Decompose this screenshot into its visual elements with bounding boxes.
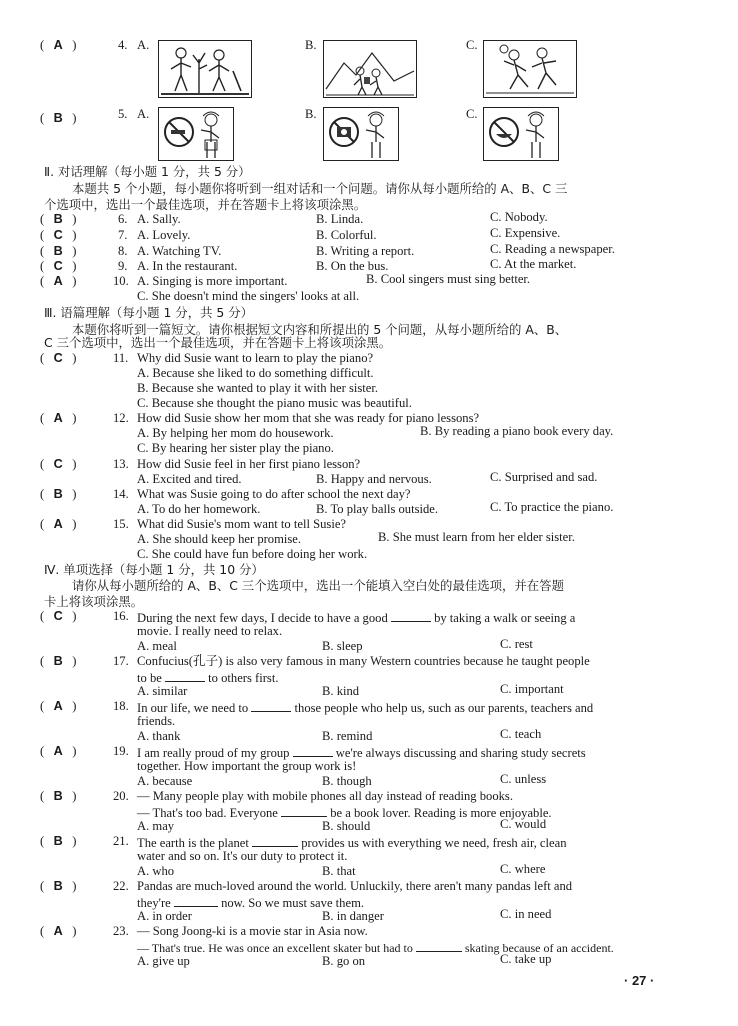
question-number-q10: 10. — [113, 274, 129, 288]
answer-q12: A — [53, 411, 63, 425]
q20-option-a: A. may — [137, 819, 175, 833]
question-number-q7: 7. — [118, 228, 128, 242]
q10-option-b: B. Cool singers must sing better. — [366, 272, 531, 286]
q13-question: How did Susie feel in her first piano lesson? — [137, 457, 361, 471]
answer-bracket-q14: ( B ) — [40, 487, 77, 501]
question-number-q17: 17. — [113, 654, 129, 668]
answer-bracket-q7: ( C ) — [40, 228, 77, 242]
q23-option-b: B. go on — [322, 954, 366, 968]
q8-option-a: A. Watching TV. — [137, 244, 222, 258]
answer-q22: B — [53, 879, 63, 893]
q20-option-b: B. should — [322, 819, 371, 833]
q7-option-b: B. Colorful. — [316, 228, 377, 242]
q18-option-a: A. thank — [137, 729, 181, 743]
question-number-q9: 9. — [118, 259, 128, 273]
q23-option-a: A. give up — [137, 954, 190, 968]
q14-option-c: C. To practice the piano. — [490, 500, 614, 514]
section-3-instruction-line1: 本题你将听到一篇短文。请你根据短文内容和所提出的 5 个问题，从每小题所给的 A、B、 — [72, 322, 568, 337]
q18-stem-part2: those people who help us, such as our parents, teachers and — [294, 701, 594, 715]
answer-bracket-q17: ( B ) — [40, 654, 77, 668]
q15-option-a: A. She should keep her promise. — [137, 532, 302, 546]
section-4-instruction-line2: 卡上将该项涂黑。 — [44, 594, 144, 609]
answer-bracket-q16: ( C ) — [40, 609, 77, 623]
q23-stem-line1: — Song Joong-ki is a movie star in Asia now. — [137, 924, 368, 938]
q13-option-a: A. Excited and tired. — [137, 472, 242, 486]
answer-bracket-q15: ( A ) — [40, 517, 77, 531]
answer-bracket-q4: ( A ) — [40, 38, 77, 52]
answer-q23: A — [53, 924, 63, 938]
q23-stem-part2: skating because of an accident. — [464, 941, 614, 955]
q20-option-c: C. would — [500, 817, 547, 831]
answer-bracket-q8: ( B ) — [40, 244, 77, 258]
q6-option-b: B. Linda. — [316, 212, 364, 226]
question-number-q11: 11. — [113, 351, 129, 365]
q14-question: What was Susie going to do after school the next day? — [137, 487, 411, 501]
q21-option-c: C. where — [500, 862, 546, 876]
answer-q9: C — [53, 259, 63, 273]
question-number-q14: 14. — [113, 487, 129, 501]
q17-option-c: C. important — [500, 682, 564, 696]
q5-option-c-label: C. — [466, 107, 478, 121]
q20-stem-part1: — That's too bad. Everyone — [137, 806, 278, 820]
q12-question: How did Susie show her mom that she was ready for piano lessons? — [137, 411, 480, 425]
q8-option-b: B. Writing a report. — [316, 244, 415, 258]
answer-q10: A — [53, 274, 63, 288]
question-number-q16: 16. — [113, 609, 129, 623]
q4-option-c-label: C. — [466, 38, 478, 52]
q23-option-c: C. take up — [500, 952, 552, 966]
section-2-instruction-line2: 个选项中，选出一个最佳选项，并在答题卡上将该项涂黑。 — [44, 197, 367, 212]
answer-q17: B — [53, 654, 63, 668]
question-number-q8: 8. — [118, 244, 128, 258]
q16-stem-part1: During the next few days, I decide to have a good — [137, 611, 388, 625]
q23-stem-part1: — That's true. He was once an excellent skater but had to — [137, 941, 413, 955]
q17-option-b: B. kind — [322, 684, 360, 698]
answer-bracket-q18: ( A ) — [40, 699, 77, 713]
q11-question: Why did Susie want to learn to play the piano? — [137, 351, 374, 365]
q13-option-c: C. Surprised and sad. — [490, 470, 598, 484]
q15-option-c: C. She could have fun before doing her work. — [137, 547, 368, 561]
answer-q5: B — [53, 111, 63, 125]
answer-bracket-q13: ( C ) — [40, 457, 77, 471]
answer-q11: C — [53, 351, 63, 365]
q16-option-b: B. sleep — [322, 639, 363, 653]
q20-stem-line1: — Many people play with mobile phones all day instead of reading books. — [137, 789, 513, 803]
q19-option-a: A. because — [137, 774, 193, 788]
q18-blank — [251, 699, 291, 712]
answer-q6: B — [53, 212, 63, 226]
answer-q19: A — [53, 744, 63, 758]
section-4-instruction-line1: 请你从每小题所给的 A、B、C 三个选项中，选出一个能填入空白处的最佳选项，并在答题 — [72, 578, 564, 593]
question-number-q18: 18. — [113, 699, 129, 713]
q19-option-c: C. unless — [500, 772, 547, 786]
q17-stem-part2: to others first. — [208, 671, 279, 685]
section-2-title: Ⅱ. 对话理解（每小题 1 分，共 5 分） — [44, 164, 251, 179]
q18-stem-line1 — [137, 699, 593, 716]
question-number-q15: 15. — [113, 517, 129, 531]
question-number-q13: 13. — [113, 457, 129, 471]
q21-option-b: B. that — [322, 864, 356, 878]
q12-option-a: A. By helping her mom do housework. — [137, 426, 334, 440]
q21-stem-part1: The earth is the planet — [137, 836, 249, 850]
q18-option-b: B. remind — [322, 729, 373, 743]
answer-q13: C — [53, 457, 63, 471]
q21-option-a: A. who — [137, 864, 175, 878]
answer-bracket-q10: ( A ) — [40, 274, 77, 288]
q6-option-c: C. Nobody. — [490, 210, 548, 224]
q4-option-a-label: A. — [137, 38, 150, 52]
answer-q18: A — [53, 699, 63, 713]
question-number-q22: 22. — [113, 879, 129, 893]
answer-q4: A — [53, 38, 63, 52]
q19-stem-line2: together. How important the group work is! — [137, 759, 357, 773]
question-number-q12: 12. — [113, 411, 129, 425]
q16-blank — [391, 609, 431, 622]
q17-stem-line1: Confucius(孔子) is also very famous in many Western countries because he taught people — [137, 654, 590, 668]
q4-option-b-label: B. — [305, 38, 317, 52]
answer-q21: B — [53, 834, 63, 848]
planting-trees-picture-icon — [158, 40, 252, 98]
answer-q8: B — [53, 244, 63, 258]
section-3-instruction-line2: C 三个选项中，选出一个最佳选项，并在答题卡上将该项涂黑。 — [44, 335, 392, 350]
q12-option-b: B. By reading a piano book every day. — [420, 424, 614, 438]
q19-blank — [293, 744, 333, 757]
q21-blank — [252, 834, 298, 847]
q7-option-a: A. Lovely. — [137, 228, 191, 242]
answer-q7: C — [53, 228, 63, 242]
answer-q20: B — [53, 789, 63, 803]
answer-bracket-q6: ( B ) — [40, 212, 77, 226]
answer-bracket-q9: ( C ) — [40, 259, 77, 273]
q15-question: What did Susie's mom want to tell Susie? — [137, 517, 346, 531]
q20-stem-part2: be a book lover. Reading is more enjoyable. — [330, 806, 552, 820]
q16-stem-line2: movie. I really need to relax. — [137, 624, 283, 638]
q23-blank — [416, 939, 462, 952]
q22-stem-line1: Pandas are much-loved around the world. Unluckily, there aren't many pandas left and — [137, 879, 573, 893]
q10-option-c: C. She doesn't mind the singers' looks at all. — [137, 289, 360, 303]
section-4-title: Ⅳ. 单项选择（每小题 1 分，共 10 分） — [44, 562, 264, 577]
q19-stem-part1: I am really proud of my group — [137, 746, 290, 760]
q16-stem-part2: by taking a walk or seeing a — [434, 611, 576, 625]
q21-stem-part2: provides us with everything we need, fresh air, clean — [301, 836, 567, 850]
q22-option-a: A. in order — [137, 909, 192, 923]
q8-option-c: C. Reading a newspaper. — [490, 242, 615, 256]
answer-bracket-q22: ( B ) — [40, 879, 77, 893]
q6-option-a: A. Sally. — [137, 212, 181, 226]
q22-option-b: B. in danger — [322, 909, 384, 923]
answer-q15: A — [53, 517, 63, 531]
answer-bracket-q11: ( C ) — [40, 351, 77, 365]
q20-blank — [281, 804, 327, 817]
q14-option-a: A. To do her homework. — [137, 502, 261, 516]
answer-q14: B — [53, 487, 63, 501]
q16-option-a: A. meal — [137, 639, 177, 653]
q17-stem-part1: to be — [137, 671, 162, 685]
answer-q16: C — [53, 609, 63, 623]
answer-bracket-q5: ( B ) — [40, 111, 77, 125]
question-number-q23: 23. — [113, 924, 129, 938]
q15-option-b: B. She must learn from her elder sister. — [378, 530, 575, 544]
q9-option-c: C. At the market. — [490, 257, 577, 271]
q10-option-a: A. Singing is more important. — [137, 274, 288, 288]
q22-stem-part2: now. So we must save them. — [221, 896, 365, 910]
answer-bracket-q12: ( A ) — [40, 411, 77, 425]
q9-option-a: A. In the restaurant. — [137, 259, 238, 273]
q18-option-c: C. teach — [500, 727, 542, 741]
q17-option-a: A. similar — [137, 684, 188, 698]
q17-blank — [165, 669, 205, 682]
q22-blank — [174, 894, 218, 907]
answer-bracket-q19: ( A ) — [40, 744, 77, 758]
q5-option-b-label: B. — [305, 107, 317, 121]
question-number-q5: 5. — [118, 107, 128, 121]
question-number-q4: 4. — [118, 38, 128, 52]
section-2-instruction-line1: 本题共 5 个小题，每小题你将听到一组对话和一个问题。请你从每小题所给的 A、B、C 三 — [72, 181, 568, 196]
q5-option-a-label: A. — [137, 107, 150, 121]
q19-option-b: B. though — [322, 774, 372, 788]
q9-option-b: B. On the bus. — [316, 259, 389, 273]
answer-bracket-q20: ( B ) — [40, 789, 77, 803]
q16-option-c: C. rest — [500, 637, 533, 651]
q11-option-a: A. Because she liked to do something difficult. — [137, 366, 374, 380]
question-number-q6: 6. — [118, 212, 128, 226]
answer-bracket-q21: ( B ) — [40, 834, 77, 848]
q22-stem-part1: they're — [137, 896, 171, 910]
q14-option-b: B. To play balls outside. — [316, 502, 439, 516]
q21-stem-line2: water and so on. It's our duty to protect it. — [137, 849, 348, 863]
q11-option-b: B. Because she wanted to play it with her sister. — [137, 381, 378, 395]
q18-stem-part1: In our life, we need to — [137, 701, 249, 715]
question-number-q21: 21. — [113, 834, 129, 848]
running-picture-icon — [483, 40, 577, 98]
q11-option-c: C. Because she thought the piano music was beautiful. — [137, 396, 412, 410]
q18-stem-line2: friends. — [137, 714, 176, 728]
section-3-title: Ⅲ. 语篇理解（每小题 1 分，共 5 分） — [44, 305, 254, 320]
q7-option-c: C. Expensive. — [490, 226, 561, 240]
q22-option-c: C. in need — [500, 907, 552, 921]
question-number-q19: 19. — [113, 744, 129, 758]
no-photo-sign-picture-icon — [323, 107, 399, 161]
q19-stem-part2: we're always discussing and sharing study secrets — [335, 746, 586, 760]
mountain-climbing-picture-icon — [323, 40, 417, 98]
question-number-q20: 20. — [113, 789, 129, 803]
q12-option-c: C. By hearing her sister play the piano. — [137, 441, 334, 455]
page-number: · 27 · — [624, 973, 655, 988]
no-smoking-sign-picture-icon — [158, 107, 234, 161]
answer-bracket-q23: ( A ) — [40, 924, 77, 938]
q13-option-b: B. Happy and nervous. — [316, 472, 432, 486]
no-eating-sign-picture-icon — [483, 107, 559, 161]
